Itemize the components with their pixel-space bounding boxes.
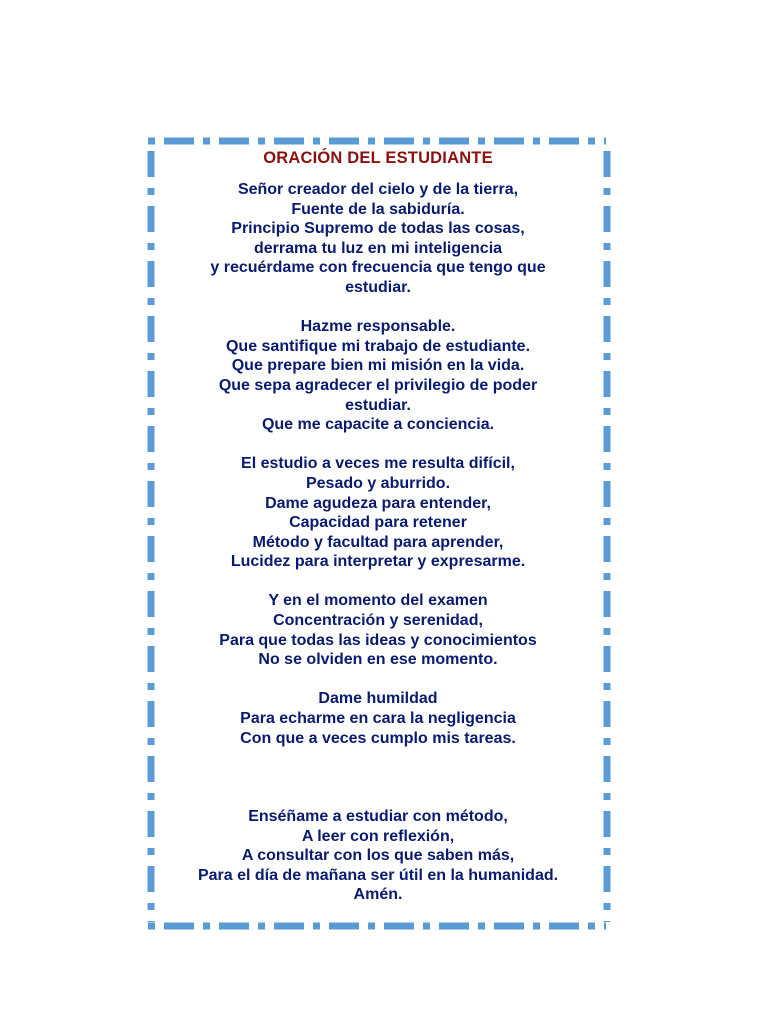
verse-line: derrama tu luz en mi inteligencia — [253, 239, 503, 257]
frame-left-dash — [148, 848, 155, 855]
frame-top-dash — [313, 138, 320, 145]
frame-left-dash — [148, 353, 155, 360]
frame-left-dash — [148, 756, 155, 782]
frame-top-dash — [549, 138, 579, 145]
verse-line: A leer con reflexión, — [301, 827, 455, 845]
frame-right-dash — [604, 866, 611, 892]
frame-left-dash — [148, 151, 155, 177]
frame-top-dash — [164, 138, 194, 145]
frame-bottom-dash — [203, 923, 210, 930]
frame-bottom-dash — [604, 923, 606, 930]
frame-bottom-dash — [148, 923, 155, 930]
frame-right-dash — [604, 243, 611, 250]
verse-line: Que prepare bien mi misión en la vida. — [231, 357, 525, 375]
frame-left-dash — [148, 536, 155, 562]
frame-top-dash — [494, 138, 524, 145]
frame-right-dash — [604, 848, 611, 855]
frame-bottom-dash — [423, 923, 430, 930]
frame-top-dash — [203, 138, 210, 145]
frame-bottom-dash — [494, 923, 524, 930]
frame-right-dash — [604, 371, 611, 397]
verse-line: El estudio a veces me resulta difícil, — [241, 455, 515, 473]
verse-line: Que sepa agradecer el privilegio de poder — [218, 376, 538, 394]
frame-right-dash — [604, 151, 611, 177]
frame-left-dash — [148, 793, 155, 800]
verse-line: Enséñame a estudiar con método, — [248, 808, 508, 826]
frame-right-dash — [604, 591, 611, 617]
frame-bottom-dash — [368, 923, 375, 930]
frame-bottom-dash — [588, 923, 595, 930]
verse-line: Y en el momento del examen — [268, 592, 488, 610]
verse-line: Para el día de mañana ser útil en la humanidad. — [197, 866, 559, 884]
verse-line: A consultar con los que saben más, — [241, 847, 515, 865]
verse-line: Que santifique mi trabajo de estudiante. — [225, 337, 531, 355]
frame-right-dash — [604, 701, 611, 727]
frame-top-dash — [219, 138, 249, 145]
frame-left-dash — [148, 481, 155, 507]
frame-left-dash — [148, 298, 155, 305]
frame-left-dash — [148, 243, 155, 250]
frame-right-dash — [604, 628, 611, 635]
frame-bottom-dash — [533, 923, 540, 930]
prayer-card — [160, 146, 596, 916]
frame-right-dash — [604, 261, 611, 287]
frame-left-dash — [148, 591, 155, 617]
frame-top-dash — [533, 138, 540, 145]
stanza-3 — [160, 454, 596, 572]
frame-bottom-dash — [219, 923, 249, 930]
verse-line: Fuente de la sabiduría. — [291, 200, 465, 218]
frame-right-dash — [604, 903, 611, 910]
frame-bottom-dash — [549, 923, 579, 930]
frame-right-dash — [604, 811, 611, 837]
frame-right-dash — [604, 188, 611, 195]
verse-line: Método y facultad para aprender, — [252, 533, 504, 551]
frame-right-dash — [604, 316, 611, 342]
frame-right-dash — [604, 481, 611, 507]
frame-left-dash — [148, 316, 155, 342]
verse-line: Pesado y aburrido. — [305, 474, 451, 492]
frame-bottom-dash — [164, 923, 194, 930]
frame-left-dash — [148, 628, 155, 635]
verse-line: Para echarme en cara la negligencia — [240, 710, 516, 728]
verse-line: Dame agudeza para entender, — [265, 494, 491, 512]
frame-top-dash — [148, 138, 155, 145]
frame-top-dash — [604, 138, 606, 145]
frame-top-dash — [274, 138, 304, 145]
frame-left-dash — [148, 518, 155, 525]
frame-right-dash — [604, 298, 611, 305]
stanza-4 — [160, 591, 596, 669]
verse-line: Lucidez para interpretar y expresarme. — [230, 553, 526, 571]
verse-line: Señor creador del cielo y de la tierra, — [237, 181, 519, 198]
frame-top-dash — [329, 138, 359, 145]
verse-line: Amén. — [353, 886, 403, 904]
frame-right-dash — [604, 206, 611, 232]
verse-line: Con que a veces cumplo mis tareas. — [240, 729, 516, 747]
frame-left-dash — [148, 426, 155, 452]
frame-top-dash — [258, 138, 265, 145]
frame-bottom-dash — [384, 923, 414, 930]
frame-right-dash — [604, 353, 611, 360]
frame-right-dash — [604, 426, 611, 452]
frame-right-dash — [604, 463, 611, 470]
frame-right-dash — [604, 756, 611, 782]
frame-left-dash — [148, 261, 155, 287]
verse-line: Para que todas las ideas y conocimientos — [219, 631, 537, 649]
stanza-2 — [160, 317, 596, 435]
frame-right-dash — [604, 683, 611, 690]
frame-right-dash — [604, 738, 611, 745]
frame-left-dash — [148, 738, 155, 745]
frame-left-dash — [148, 206, 155, 232]
frame-left-dash — [148, 371, 155, 397]
frame-top-dash — [423, 138, 430, 145]
frame-left-dash — [148, 701, 155, 727]
frame-right-dash — [604, 408, 611, 415]
frame-right-dash — [604, 646, 611, 672]
frame-bottom-dash — [329, 923, 359, 930]
verse-line: Hazme responsable. — [300, 318, 456, 336]
stanza-5 — [160, 689, 596, 748]
frame-left-dash — [148, 811, 155, 837]
verse-line: No se olviden en ese momento. — [258, 651, 498, 669]
frame-right-dash — [604, 536, 611, 562]
frame-bottom-dash — [258, 923, 265, 930]
frame-bottom-dash — [478, 923, 485, 930]
frame-bottom-dash — [439, 923, 469, 930]
prayer-body — [160, 180, 596, 905]
verse-line: Principio Supremo de todas las cosas, — [231, 220, 525, 238]
verse-line: estudiar. — [345, 396, 411, 414]
frame-right-dash — [604, 921, 611, 922]
frame-right-dash — [604, 518, 611, 525]
frame-left-dash — [148, 921, 155, 922]
stanza-6 — [160, 807, 596, 905]
frame-bottom-dash — [274, 923, 304, 930]
frame-left-dash — [148, 573, 155, 580]
verse-line: y recuérdame con frecuencia que tengo que — [210, 259, 546, 277]
verse-line: Capacidad para retener — [289, 514, 467, 532]
verse-line: Dame humildad — [318, 690, 438, 708]
frame-bottom-dash — [313, 923, 320, 930]
frame-left-dash — [148, 866, 155, 892]
frame-top-dash — [478, 138, 485, 145]
frame-left-dash — [148, 408, 155, 415]
stanza-1 — [160, 180, 596, 298]
frame-top-dash — [368, 138, 375, 145]
frame-right-dash — [604, 793, 611, 800]
frame-top-dash — [384, 138, 414, 145]
frame-top-dash — [439, 138, 469, 145]
page-title: ORACIÓN DEL ESTUDIANTE — [263, 149, 493, 167]
frame-right-dash — [604, 573, 611, 580]
frame-top-dash — [588, 138, 595, 145]
verse-line: estudiar. — [345, 278, 411, 296]
frame-left-dash — [148, 683, 155, 690]
verse-line: Que me capacite a conciencia. — [261, 416, 495, 434]
frame-left-dash — [148, 646, 155, 672]
frame-left-dash — [148, 903, 155, 910]
frame-left-dash — [148, 188, 155, 195]
verse-line: Concentración y serenidad, — [273, 612, 483, 630]
frame-left-dash — [148, 463, 155, 470]
